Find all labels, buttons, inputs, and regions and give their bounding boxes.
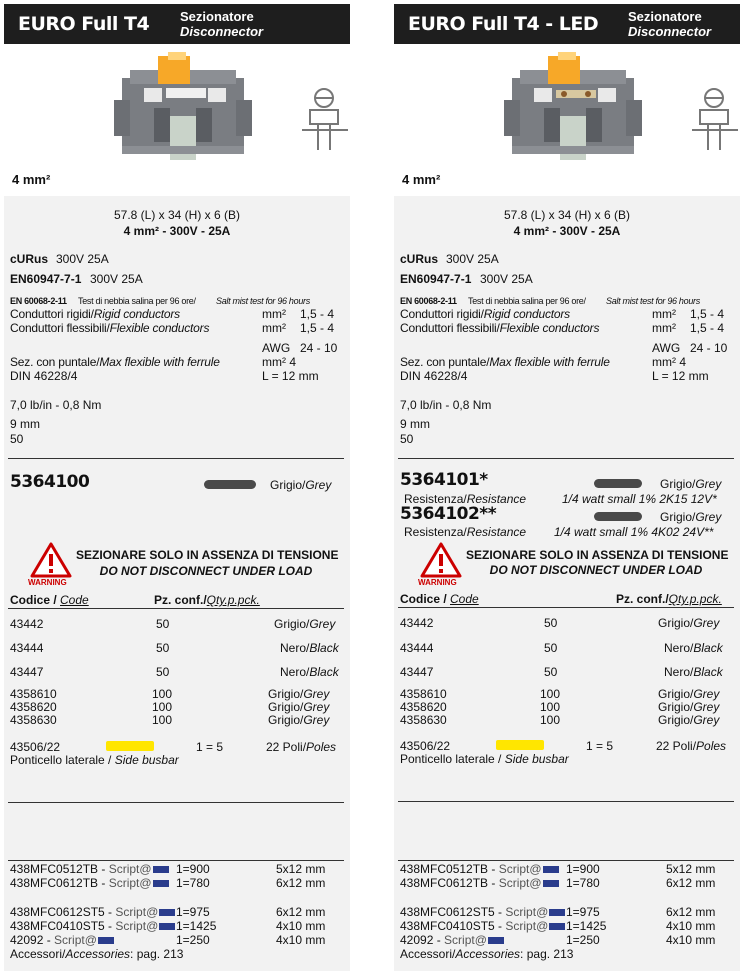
din-value: L = 12 mm xyxy=(652,369,709,383)
ferrule-en: Max flexible with ferrule xyxy=(489,355,610,369)
busbar-poles-it: 22 Poli/ xyxy=(266,740,307,754)
saltmist-en: Salt mist test for 96 hours xyxy=(606,296,700,306)
terminal-block-led-photo xyxy=(494,50,744,170)
accessories-en: Accessories xyxy=(65,947,131,961)
table-row-code: 4358610 xyxy=(400,687,447,701)
saltmist-it: Test di nebbia salina per 96 ore/ xyxy=(468,296,586,306)
script-logo-icon xyxy=(159,923,175,930)
table-row-color-en: Grey xyxy=(309,617,336,631)
busbar-it: Ponticello laterale / xyxy=(400,752,505,766)
curus-label: cURus xyxy=(400,252,439,266)
script-logo-icon xyxy=(488,937,504,944)
divider xyxy=(398,458,734,459)
flex-en: Flexible conductors xyxy=(499,321,600,335)
col-header-qty-it: Pz. conf./ xyxy=(154,593,207,607)
accessories-page: : pag. 213 xyxy=(130,947,184,961)
table-row-color-en: Grey xyxy=(693,713,720,727)
rigid-value: 1,5 - 4 xyxy=(690,307,725,321)
rigid-en: Rigid conductors xyxy=(93,307,180,321)
marker-script: Script@ xyxy=(498,876,542,890)
strip-length: 9 mm xyxy=(10,417,40,431)
table-row-qty: 100 xyxy=(152,700,173,714)
panel-title: EURO Full T4 - LED xyxy=(408,13,599,35)
table-row-code: 43447 xyxy=(10,665,44,679)
ferrule-it: Sez. con puntale/ xyxy=(10,355,100,369)
ferrule-value: mm² 4 xyxy=(262,355,296,369)
rigid-value: 1,5 - 4 xyxy=(300,307,335,321)
table-row-color-en: Grey xyxy=(693,616,720,630)
rigid-it: Conduttori rigidi/ xyxy=(400,307,484,321)
marker-size: 6x12 mm xyxy=(276,905,326,919)
torque: 7,0 lb/in - 0,8 Nm xyxy=(10,398,102,412)
table-row-code: 43442 xyxy=(10,617,44,631)
table-row-color-en: Grey xyxy=(693,700,720,714)
marker-code: 438MFC0410ST5 - xyxy=(10,919,116,933)
table-row-color-en: Black xyxy=(309,641,339,655)
table-row-color-it: Nero/ xyxy=(280,641,310,655)
table-row-code: 43442 xyxy=(400,616,434,630)
busbar-it: Ponticello laterale / xyxy=(10,753,115,767)
script-logo-icon xyxy=(98,937,114,944)
color-en: Grey xyxy=(695,510,722,524)
script-logo-icon xyxy=(549,923,565,930)
table-row-qty: 100 xyxy=(152,687,173,701)
marker-size: 5x12 mm xyxy=(666,862,716,876)
marker-code: 438MFC0612ST5 - xyxy=(400,905,506,919)
product-panel-euro-full-t4-led xyxy=(394,0,746,971)
marker-ratio: 1=250 xyxy=(176,933,210,947)
saltmist-label: EN 60068-2-11 xyxy=(10,296,67,306)
table-row-qty: 100 xyxy=(152,713,173,727)
marker-size: 6x12 mm xyxy=(276,876,326,890)
table-row-code: 4358620 xyxy=(10,700,57,714)
marker-ratio: 1=975 xyxy=(176,905,210,919)
table-row-color-it: Grigio/ xyxy=(658,616,694,630)
marker-code: 438MFC0612TB - xyxy=(400,876,499,890)
rigid-unit: mm² xyxy=(262,307,286,321)
ferrule-it: Sez. con puntale/ xyxy=(400,355,490,369)
busbar-code: 43506/22 xyxy=(400,739,451,753)
divider xyxy=(398,860,734,861)
marker-code: 438MFC0612TB - xyxy=(10,876,109,890)
marker-script: Script@ xyxy=(505,919,549,933)
busbar-ratio: 1 = 5 xyxy=(586,739,614,753)
accessories-en: Accessories xyxy=(455,947,521,961)
specs-box xyxy=(4,196,350,460)
marker-ratio: 1=1425 xyxy=(566,919,607,933)
marker-script: Script@ xyxy=(108,876,152,890)
pack-qty: 50 xyxy=(10,432,24,446)
script-logo-icon xyxy=(549,909,565,916)
col-header-qty-it: Pz. conf./ xyxy=(616,592,669,606)
script-logo-icon xyxy=(153,866,169,873)
en60947-value: 300V 25A xyxy=(480,272,533,286)
marker-size: 6x12 mm xyxy=(666,876,716,890)
table-row-color-en: Black xyxy=(309,665,339,679)
din-label: DIN 46228/4 xyxy=(400,369,468,383)
busbar-ratio: 1 = 5 xyxy=(196,740,224,754)
subtitle-it: Sezionatore xyxy=(180,9,254,24)
busbar-code: 43506/22 xyxy=(10,740,61,754)
section-size-label: 4 mm² xyxy=(12,172,51,187)
din-value: L = 12 mm xyxy=(262,369,319,383)
din-label: DIN 46228/4 xyxy=(10,369,78,383)
marker-size: 4x10 mm xyxy=(276,919,326,933)
rigid-en: Rigid conductors xyxy=(483,307,570,321)
curus-label: cURus xyxy=(10,252,49,266)
col-header-code-en: Code xyxy=(60,593,89,607)
main-code-led-24v: 5364102** xyxy=(400,504,497,524)
accessories-it: Accessori/ xyxy=(10,947,66,961)
warning-it: SEZIONARE SOLO IN ASSENZA DI TENSIONE xyxy=(466,548,729,562)
color-it: Grigio/ xyxy=(270,478,306,492)
awg-value: 24 - 10 xyxy=(300,341,338,355)
busbar-en: Side busbar xyxy=(114,753,179,767)
awg-label: AWG xyxy=(262,341,291,355)
accessories-page: : pag. 213 xyxy=(520,947,574,961)
marker-script: Script@ xyxy=(115,905,159,919)
awg-label: AWG xyxy=(652,341,681,355)
flex-value: 1,5 - 4 xyxy=(300,321,335,335)
col-header-qty-en: Qty.p.pck. xyxy=(668,592,722,606)
color-en: Grey xyxy=(695,477,722,491)
warning-it: SEZIONARE SOLO IN ASSENZA DI TENSIONE xyxy=(76,548,339,562)
table-row-color-en: Grey xyxy=(303,700,330,714)
table-row-code: 4358630 xyxy=(400,713,447,727)
table-row-code: 43447 xyxy=(400,665,434,679)
flex-unit: mm² xyxy=(262,321,286,335)
table-row-color-it: Nero/ xyxy=(280,665,310,679)
warning-en: DO NOT DISCONNECT UNDER LOAD xyxy=(99,564,313,578)
table-row-color-it: Grigio/ xyxy=(268,713,304,727)
table-row-color-it: Nero/ xyxy=(664,665,694,679)
rigid-it: Conduttori rigidi/ xyxy=(10,307,94,321)
table-row-qty: 50 xyxy=(544,665,558,679)
resistance-value: 1/4 watt small 1% 4K02 24V** xyxy=(554,525,714,539)
grey-swatch xyxy=(594,479,642,488)
curus-value: 300V 25A xyxy=(446,252,499,266)
marker-code: 438MFC0612ST5 - xyxy=(10,905,116,919)
table-row-code: 4358610 xyxy=(10,687,57,701)
marker-script: Script@ xyxy=(444,933,487,947)
panel-header xyxy=(394,4,740,44)
table-row-color-it: Nero/ xyxy=(664,641,694,655)
marker-script: Script@ xyxy=(108,862,152,876)
grey-swatch xyxy=(594,512,642,521)
marker-size: 4x10 mm xyxy=(666,919,716,933)
warning-icon xyxy=(30,542,72,578)
rigid-unit: mm² xyxy=(652,307,676,321)
warning-icon xyxy=(420,542,462,578)
col-header-code-it: Codice / xyxy=(10,593,61,607)
marker-size: 5x12 mm xyxy=(276,862,326,876)
table-row-qty: 100 xyxy=(540,687,561,701)
en60947-value: 300V 25A xyxy=(90,272,143,286)
table-row-qty: 50 xyxy=(156,665,170,679)
ferrule-en: Max flexible with ferrule xyxy=(99,355,220,369)
col-header-code-it: Codice / xyxy=(400,592,451,606)
warning-label: WARNING xyxy=(418,578,457,587)
yellow-swatch xyxy=(106,741,154,751)
table-row-color-en: Grey xyxy=(303,687,330,701)
table-row-color-it: Grigio/ xyxy=(268,700,304,714)
accessories-it: Accessori/ xyxy=(400,947,456,961)
flex-it: Conduttori flessibili/ xyxy=(10,321,110,335)
color-it: Grigio/ xyxy=(660,477,696,491)
dimensions: 57.8 (L) x 34 (H) x 6 (B) xyxy=(113,208,241,222)
marker-ratio: 1=780 xyxy=(176,876,210,890)
flex-value: 1,5 - 4 xyxy=(690,321,725,335)
curus-value: 300V 25A xyxy=(56,252,109,266)
order-section xyxy=(394,460,740,971)
table-row-color-it: Grigio/ xyxy=(268,687,304,701)
busbar-poles-it: 22 Poli/ xyxy=(656,739,697,753)
marker-ratio: 1=1425 xyxy=(176,919,217,933)
saltmist-it: Test di nebbia salina per 96 ore/ xyxy=(78,296,196,306)
col-header-code-en: Code xyxy=(450,592,479,606)
col-header-qty-en: Qty.p.pck. xyxy=(206,593,260,607)
product-panel-euro-full-t4 xyxy=(4,0,356,971)
resistance-it: Resistenza/ xyxy=(404,492,467,506)
specs-box xyxy=(394,196,740,460)
marker-ratio: 1=900 xyxy=(176,862,210,876)
rating: 4 mm² - 300V - 25A xyxy=(513,224,621,238)
table-row-qty: 50 xyxy=(156,617,170,631)
marker-script: Script@ xyxy=(505,905,549,919)
marker-size: 4x10 mm xyxy=(666,933,716,947)
table-row-color-en: Grey xyxy=(303,713,330,727)
table-row-code: 4358630 xyxy=(10,713,57,727)
divider xyxy=(8,802,344,803)
saltmist-label: EN 60068-2-11 xyxy=(400,296,457,306)
divider xyxy=(8,458,344,459)
marker-code: 42092 - xyxy=(10,933,55,947)
table-row-code: 43444 xyxy=(10,641,44,655)
table-row-code: 43444 xyxy=(400,641,434,655)
header-divider xyxy=(8,608,344,609)
warning-en: DO NOT DISCONNECT UNDER LOAD xyxy=(489,563,703,577)
table-row-color-it: Grigio/ xyxy=(658,687,694,701)
script-logo-icon xyxy=(159,909,175,916)
flex-unit: mm² xyxy=(652,321,676,335)
awg-value: 24 - 10 xyxy=(690,341,728,355)
flex-en: Flexible conductors xyxy=(109,321,210,335)
script-logo-icon xyxy=(153,880,169,887)
rating: 4 mm² - 300V - 25A xyxy=(123,224,231,238)
busbar-poles-en: Poles xyxy=(696,739,727,753)
busbar-poles-en: Poles xyxy=(306,740,337,754)
section-size-label: 4 mm² xyxy=(402,172,441,187)
pack-qty: 50 xyxy=(400,432,414,446)
table-row-color-it: Grigio/ xyxy=(658,700,694,714)
marker-ratio: 1=900 xyxy=(566,862,600,876)
subtitle-en: Disconnector xyxy=(628,24,712,39)
table-row-qty: 100 xyxy=(540,713,561,727)
marker-script: Script@ xyxy=(498,862,542,876)
panel-header xyxy=(4,4,350,44)
marker-code: 438MFC0512TB - xyxy=(400,862,499,876)
main-code-led-12v: 5364101* xyxy=(400,470,488,490)
marker-code: 438MFC0410ST5 - xyxy=(400,919,506,933)
en60947-label: EN60947-7-1 xyxy=(400,272,472,286)
color-en: Grey xyxy=(305,478,332,492)
yellow-swatch xyxy=(496,740,544,750)
subtitle-en: Disconnector xyxy=(180,24,264,39)
terminal-block-photo xyxy=(104,50,354,170)
script-logo-icon xyxy=(543,866,559,873)
table-row-qty: 50 xyxy=(544,641,558,655)
marker-size: 6x12 mm xyxy=(666,905,716,919)
strip-length: 9 mm xyxy=(400,417,430,431)
table-row-color-en: Black xyxy=(693,665,723,679)
table-row-color-it: Grigio/ xyxy=(658,713,694,727)
header-divider xyxy=(398,607,734,608)
main-code: 5364100 xyxy=(10,472,90,492)
marker-ratio: 1=250 xyxy=(566,933,600,947)
warning-label: WARNING xyxy=(28,578,67,587)
marker-code: 438MFC0512TB - xyxy=(10,862,109,876)
marker-script: Script@ xyxy=(54,933,97,947)
resistance-en: Resistance xyxy=(466,492,527,506)
panel-title: EURO Full T4 xyxy=(18,13,150,35)
marker-ratio: 1=780 xyxy=(566,876,600,890)
table-row-code: 4358620 xyxy=(400,700,447,714)
busbar-en: Side busbar xyxy=(504,752,569,766)
grey-swatch xyxy=(204,480,256,489)
table-row-color-it: Grigio/ xyxy=(274,617,310,631)
dimensions: 57.8 (L) x 34 (H) x 6 (B) xyxy=(503,208,631,222)
marker-ratio: 1=975 xyxy=(566,905,600,919)
table-row-qty: 50 xyxy=(156,641,170,655)
subtitle-it: Sezionatore xyxy=(628,9,702,24)
resistance-value: 1/4 watt small 1% 2K15 12V* xyxy=(562,492,717,506)
en60947-label: EN60947-7-1 xyxy=(10,272,82,286)
saltmist-en: Salt mist test for 96 hours xyxy=(216,296,310,306)
script-logo-icon xyxy=(543,880,559,887)
resistance-it: Resistenza/ xyxy=(404,525,467,539)
table-row-qty: 50 xyxy=(544,616,558,630)
divider xyxy=(398,801,734,802)
marker-script: Script@ xyxy=(115,919,159,933)
resistance-en: Resistance xyxy=(466,525,527,539)
marker-size: 4x10 mm xyxy=(276,933,326,947)
color-it: Grigio/ xyxy=(660,510,696,524)
torque: 7,0 lb/in - 0,8 Nm xyxy=(400,398,492,412)
divider xyxy=(8,860,344,861)
marker-code: 42092 - xyxy=(400,933,445,947)
table-row-qty: 100 xyxy=(540,700,561,714)
table-row-color-en: Black xyxy=(693,641,723,655)
table-row-color-en: Grey xyxy=(693,687,720,701)
order-section xyxy=(4,460,350,971)
flex-it: Conduttori flessibili/ xyxy=(400,321,500,335)
ferrule-value: mm² 4 xyxy=(652,355,686,369)
